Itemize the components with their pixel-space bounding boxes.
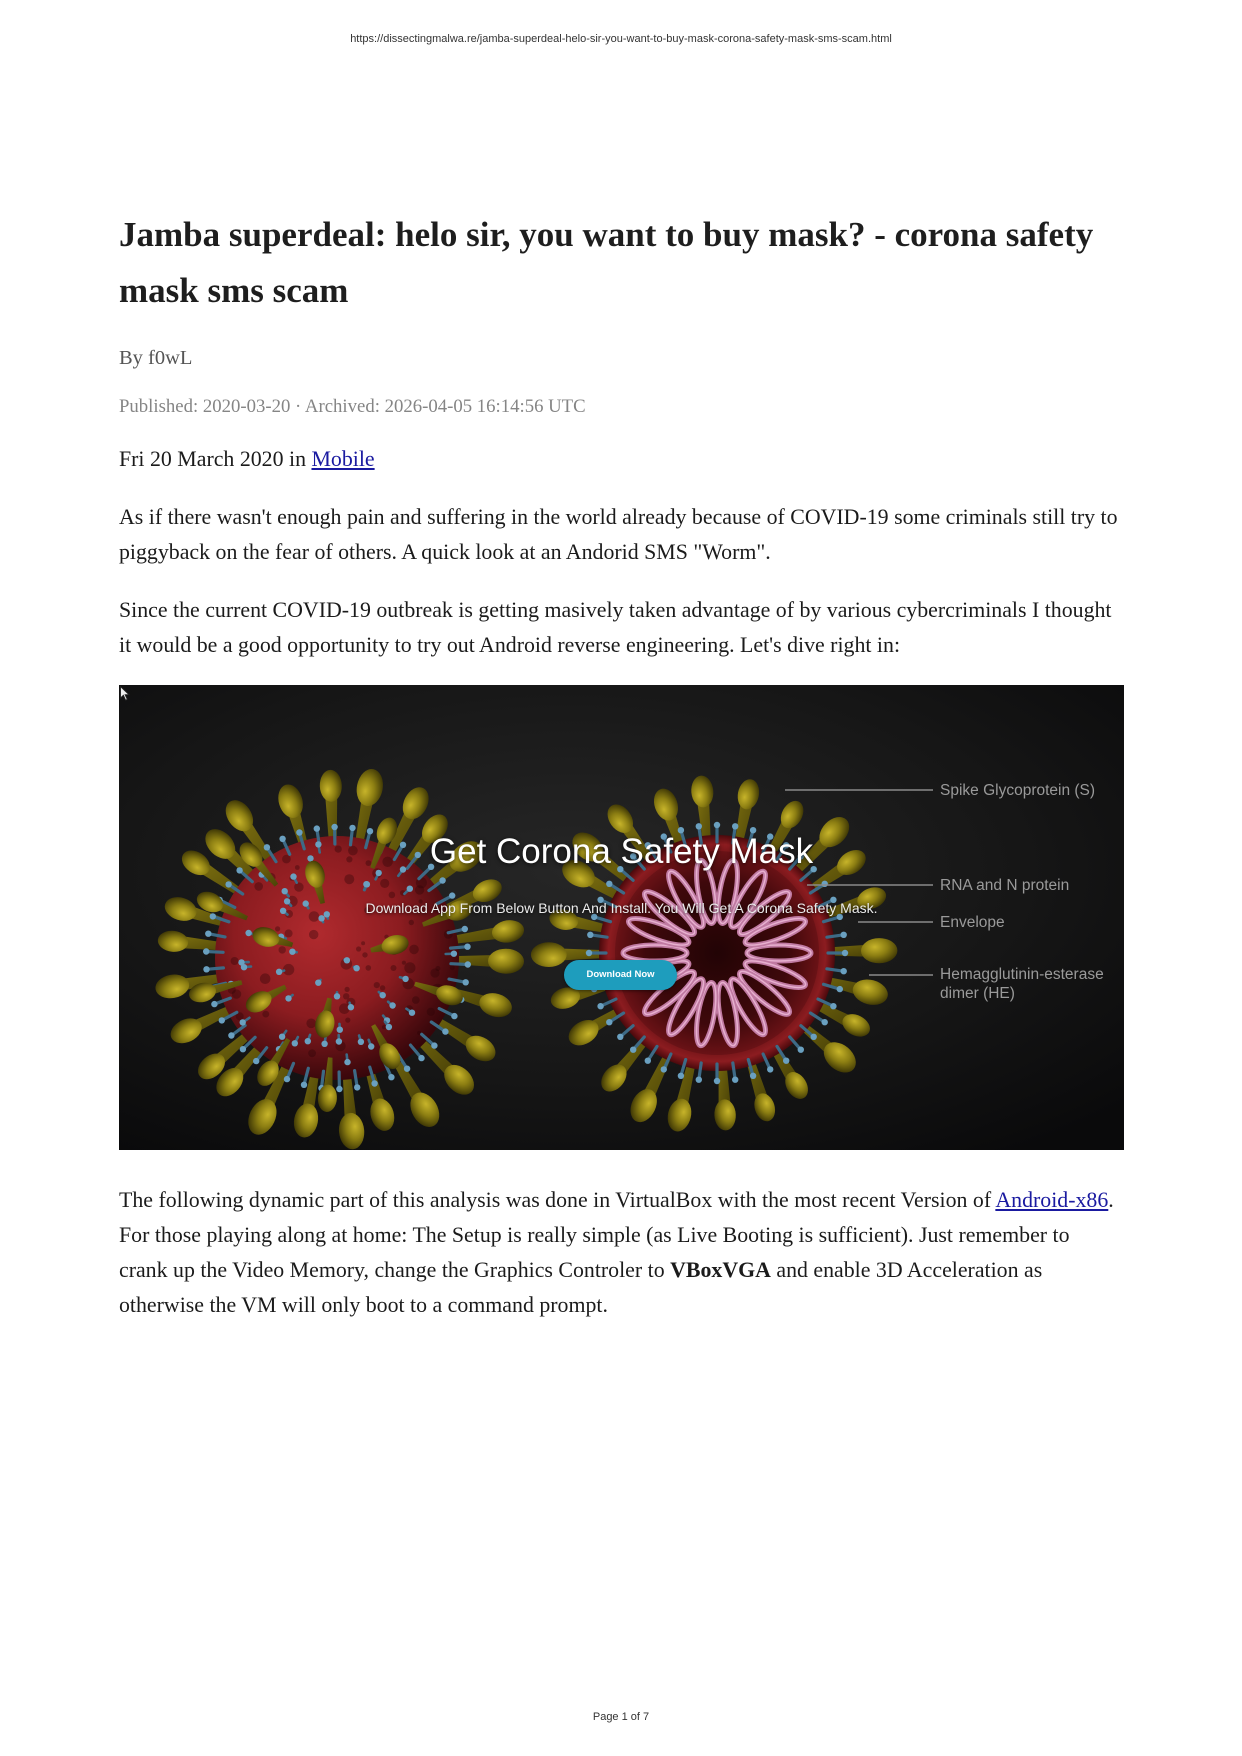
virus-surface-bump bbox=[345, 1018, 350, 1023]
virus-small-spike-tip bbox=[240, 1019, 246, 1025]
virus-surface-bump bbox=[308, 1049, 316, 1057]
virus-small-spike-tip bbox=[219, 1017, 225, 1023]
virus-surface-bump bbox=[382, 1025, 386, 1029]
virus-small-spike-tip bbox=[462, 926, 468, 932]
virus-surface-bump bbox=[231, 957, 239, 965]
paragraph-line bbox=[119, 1288, 1124, 1323]
paragraph-line: piggyback on the fear of others. A quick look at an Andorid SMS "Worm". bbox=[119, 540, 771, 564]
virus-small-spike-tip bbox=[285, 995, 291, 1001]
virus-surface-bump bbox=[344, 874, 354, 884]
virus-small-spike-tip bbox=[597, 1003, 603, 1009]
virus-small-spike-tip bbox=[282, 888, 288, 894]
paragraph-text: The following dynamic part of this analysis was done in VirtualBox with the most recent Version of bbox=[119, 1188, 996, 1212]
virus-small-spike-tip bbox=[404, 1066, 410, 1072]
virus-surface-bump bbox=[339, 1003, 350, 1014]
virus-small-spike-tip bbox=[449, 892, 455, 898]
virus-surface-bump bbox=[285, 929, 293, 937]
virus-small-spike-tip bbox=[238, 959, 244, 965]
virus-small-spike-tip bbox=[645, 1058, 651, 1064]
virus-small-spike-tip bbox=[696, 1077, 702, 1083]
virus-small-spike-tip bbox=[240, 1046, 246, 1052]
label-envelope: Envelope bbox=[940, 914, 1005, 931]
virus-small-spike-tip bbox=[363, 881, 369, 887]
paragraph-line bbox=[119, 1218, 1124, 1253]
virus-surface-bump bbox=[404, 962, 415, 973]
virus-surface-bump bbox=[409, 920, 414, 925]
virus-small-spike-tip bbox=[245, 930, 251, 936]
article-title: Jamba superdeal: helo sir, you want to buy mask? - corona safety mask sms scam bbox=[119, 215, 1094, 310]
virus-small-spike-tip bbox=[822, 881, 828, 887]
intro-paragraph bbox=[119, 500, 1124, 570]
virus-surface-bump bbox=[415, 885, 424, 894]
virus-small-spike-tip bbox=[842, 950, 848, 956]
analysis-paragraph bbox=[119, 1183, 1124, 1323]
paragraph-text: . bbox=[1108, 1188, 1114, 1212]
virus-small-spike-tip bbox=[203, 948, 209, 954]
virus-small-spike-tip bbox=[714, 1078, 720, 1084]
virus-small-spike-tip bbox=[431, 1042, 437, 1048]
download-now-button[interactable]: Download Now bbox=[564, 960, 677, 990]
virus-small-spike-tip bbox=[290, 873, 296, 879]
published-archived-meta: Published: 2020-03-20 · Archived: 2026-04-05 16:14:56 UTC bbox=[119, 396, 586, 417]
virus-small-spike-tip bbox=[203, 966, 209, 972]
virus-surface-bump bbox=[254, 882, 263, 891]
virus-surface-bump bbox=[362, 952, 367, 957]
virus-surface-bump bbox=[366, 965, 372, 971]
hero-heading: Get Corona Safety Mask bbox=[429, 832, 814, 871]
virus-small-spike-tip bbox=[750, 1073, 756, 1079]
scam-landing-page-screenshot bbox=[119, 685, 1124, 1150]
label-spike-glycoprotein: Spike Glycoprotein (S) bbox=[940, 782, 1096, 799]
virus-small-spike-tip bbox=[348, 1004, 354, 1010]
paragraph-line: it would be a good opportunity to try out Android reverse engineering. Let's dive right in: bbox=[119, 633, 901, 657]
virus-small-spike-tip bbox=[418, 1055, 424, 1061]
virus-surface-bump bbox=[380, 879, 389, 888]
label-rna-n-protein: RNA and N protein bbox=[940, 877, 1070, 894]
virus-small-spike-tip bbox=[678, 1073, 684, 1079]
virus-small-spike-tip bbox=[606, 881, 612, 887]
virus-surface-bump bbox=[306, 1019, 316, 1029]
virus-small-spike-tip bbox=[409, 1010, 415, 1016]
virus-surface-bump bbox=[412, 996, 420, 1004]
virus-small-spike-tip bbox=[407, 886, 413, 892]
virus-small-spike-tip bbox=[388, 1074, 394, 1080]
virus-surface-bump bbox=[450, 965, 455, 970]
virus-small-spike-tip bbox=[321, 1041, 327, 1047]
virus-small-spike-tip bbox=[463, 979, 469, 985]
virus-small-spike-tip bbox=[284, 1076, 290, 1082]
virus-small-spike-tip bbox=[305, 1038, 311, 1044]
virus-small-spike-tip bbox=[386, 1024, 392, 1030]
virus-small-spike-tip bbox=[587, 932, 593, 938]
virus-surface-bump bbox=[389, 892, 396, 899]
virus-small-spike-tip bbox=[696, 823, 702, 829]
source-url-header: https://dissectingmalwa.re/jamba-superdeal-helo-sir-you-want-to-buy-mask-corona-safety-mask-sms-scam.html bbox=[350, 33, 892, 45]
paragraph-text: For those playing along at home: The Setup is really simple (as Live Booting is sufficient). Just remember to bbox=[119, 1223, 1070, 1247]
setup-paragraph bbox=[119, 593, 1124, 663]
virus-surface-bump bbox=[356, 946, 361, 951]
paragraph-text: otherwise the VM will only boot to a command prompt. bbox=[119, 1293, 608, 1317]
paragraph-line bbox=[119, 1253, 1124, 1288]
virus-small-spike-tip bbox=[353, 965, 359, 971]
virus-surface-bump bbox=[402, 961, 406, 965]
virus-small-spike-tip bbox=[331, 824, 337, 830]
virus-small-spike-tip bbox=[211, 1001, 217, 1007]
virus-small-spike-tip bbox=[344, 957, 350, 963]
virus-small-spike-tip bbox=[830, 1003, 836, 1009]
virus-small-spike-tip bbox=[337, 1027, 343, 1033]
virus-small-spike-tip bbox=[586, 950, 592, 956]
paragraph-line: As if there wasn't enough pain and suffering in the world already because of COVID-19 some criminals still try to bbox=[119, 505, 1118, 529]
virus-small-spike-tip bbox=[767, 1066, 773, 1072]
page-number-footer: Page 1 of 7 bbox=[592, 1711, 650, 1723]
virus-surface-bump bbox=[380, 985, 385, 990]
date-line bbox=[119, 442, 1124, 477]
virus-small-spike-tip bbox=[714, 822, 720, 828]
paragraph-text: crank up the Video Memory, change the Graphics Controler to bbox=[119, 1258, 671, 1282]
virus-surface-bump bbox=[343, 993, 349, 999]
virus-surface-bump bbox=[260, 973, 271, 984]
virus-surface-bump bbox=[279, 946, 286, 953]
paragraph-text: and enable 3D Acceleration as bbox=[770, 1258, 1043, 1282]
virus-small-spike-tip bbox=[315, 980, 321, 986]
virus-surface-bump bbox=[309, 930, 318, 939]
virus-surface-bump bbox=[430, 968, 439, 977]
virus-small-spike-tip bbox=[798, 1047, 804, 1053]
virus-small-spike-tip bbox=[783, 1058, 789, 1064]
paragraph-line: Since the current COVID-19 outbreak is getting masively taken advantage of by various cybercriminals I thought bbox=[119, 598, 1112, 622]
virus-small-spike-tip bbox=[334, 993, 340, 999]
virus-small-spike-tip bbox=[344, 1059, 350, 1065]
virus-small-spike-tip bbox=[225, 881, 231, 887]
cursor-icon bbox=[119, 685, 131, 702]
virus-small-spike-tip bbox=[292, 1040, 298, 1046]
virus-small-spike-tip bbox=[368, 1043, 374, 1049]
virus-small-spike-tip bbox=[228, 1032, 234, 1038]
virus-small-spike-tip bbox=[336, 1038, 342, 1044]
virus-small-spike-tip bbox=[253, 1058, 259, 1064]
virus-small-spike-tip bbox=[289, 949, 295, 955]
virus-surface-bump bbox=[427, 1008, 435, 1016]
paragraph-line bbox=[119, 1183, 1124, 1218]
virus-small-spike-tip bbox=[841, 932, 847, 938]
virus-surface-bump bbox=[345, 987, 350, 992]
virus-small-spike-tip bbox=[732, 1077, 738, 1083]
virus-small-spike-tip bbox=[464, 944, 470, 950]
virus-small-spike-tip bbox=[837, 986, 843, 992]
virus-small-spike-tip bbox=[358, 1039, 364, 1045]
virus-surface-bump bbox=[294, 882, 303, 891]
virus-surface-bump bbox=[232, 989, 241, 998]
virus-small-spike-tip bbox=[279, 1034, 285, 1040]
virus-small-spike-tip bbox=[205, 931, 211, 937]
virus-small-spike-tip bbox=[451, 1013, 457, 1019]
virus-small-spike-tip bbox=[380, 992, 386, 998]
virus-small-spike-tip bbox=[822, 1019, 828, 1025]
category-link-mobile[interactable]: Mobile bbox=[311, 447, 375, 471]
virus-small-spike-tip bbox=[451, 951, 457, 957]
virus-surface-bump bbox=[361, 941, 365, 945]
virus-interior bbox=[615, 851, 819, 1055]
virus-small-spike-tip bbox=[439, 877, 445, 883]
post-date: Fri 20 March 2020 in bbox=[119, 447, 312, 471]
virus-small-spike-tip bbox=[371, 1080, 377, 1086]
virus-small-spike-tip bbox=[606, 1019, 612, 1025]
virus-surface-bump bbox=[391, 965, 397, 971]
virus-small-spike-tip bbox=[617, 1034, 623, 1040]
virus-surface-bump bbox=[275, 926, 280, 931]
article-byline: By f0wL bbox=[119, 347, 193, 369]
post-date-line bbox=[119, 442, 1124, 477]
virus-small-spike-tip bbox=[841, 968, 847, 974]
android-x86-link[interactable]: Android-x86 bbox=[995, 1188, 1109, 1212]
virus-small-spike-tip bbox=[354, 1084, 360, 1090]
virus-small-spike-tip bbox=[276, 969, 282, 975]
virus-small-spike-tip bbox=[732, 823, 738, 829]
virus-small-spike-tip bbox=[630, 1047, 636, 1053]
virus-small-spike-tip bbox=[336, 1086, 342, 1092]
virus-surface-bump bbox=[409, 945, 419, 955]
hero-subheading: Download App From Below Button And Install. You Will Get A Corona Safety Mask. bbox=[365, 900, 878, 916]
label-hemagglutinin-esterase: Hemagglutinin-esterase dimer (HE) bbox=[940, 966, 1104, 1002]
virus-small-spike-tip bbox=[301, 1082, 307, 1088]
virus-small-spike-tip bbox=[389, 1002, 395, 1008]
virus-small-spike-tip bbox=[465, 961, 471, 967]
virus-surface-bump bbox=[262, 1011, 269, 1018]
virus-surface-bump bbox=[374, 982, 380, 988]
virus-small-spike-tip bbox=[442, 1028, 448, 1034]
virus-small-spike-tip bbox=[661, 1066, 667, 1072]
virus-small-spike-tip bbox=[811, 1034, 817, 1040]
virus-small-spike-tip bbox=[402, 976, 408, 982]
vboxvga-bold-term: VBoxVGA bbox=[670, 1258, 771, 1282]
